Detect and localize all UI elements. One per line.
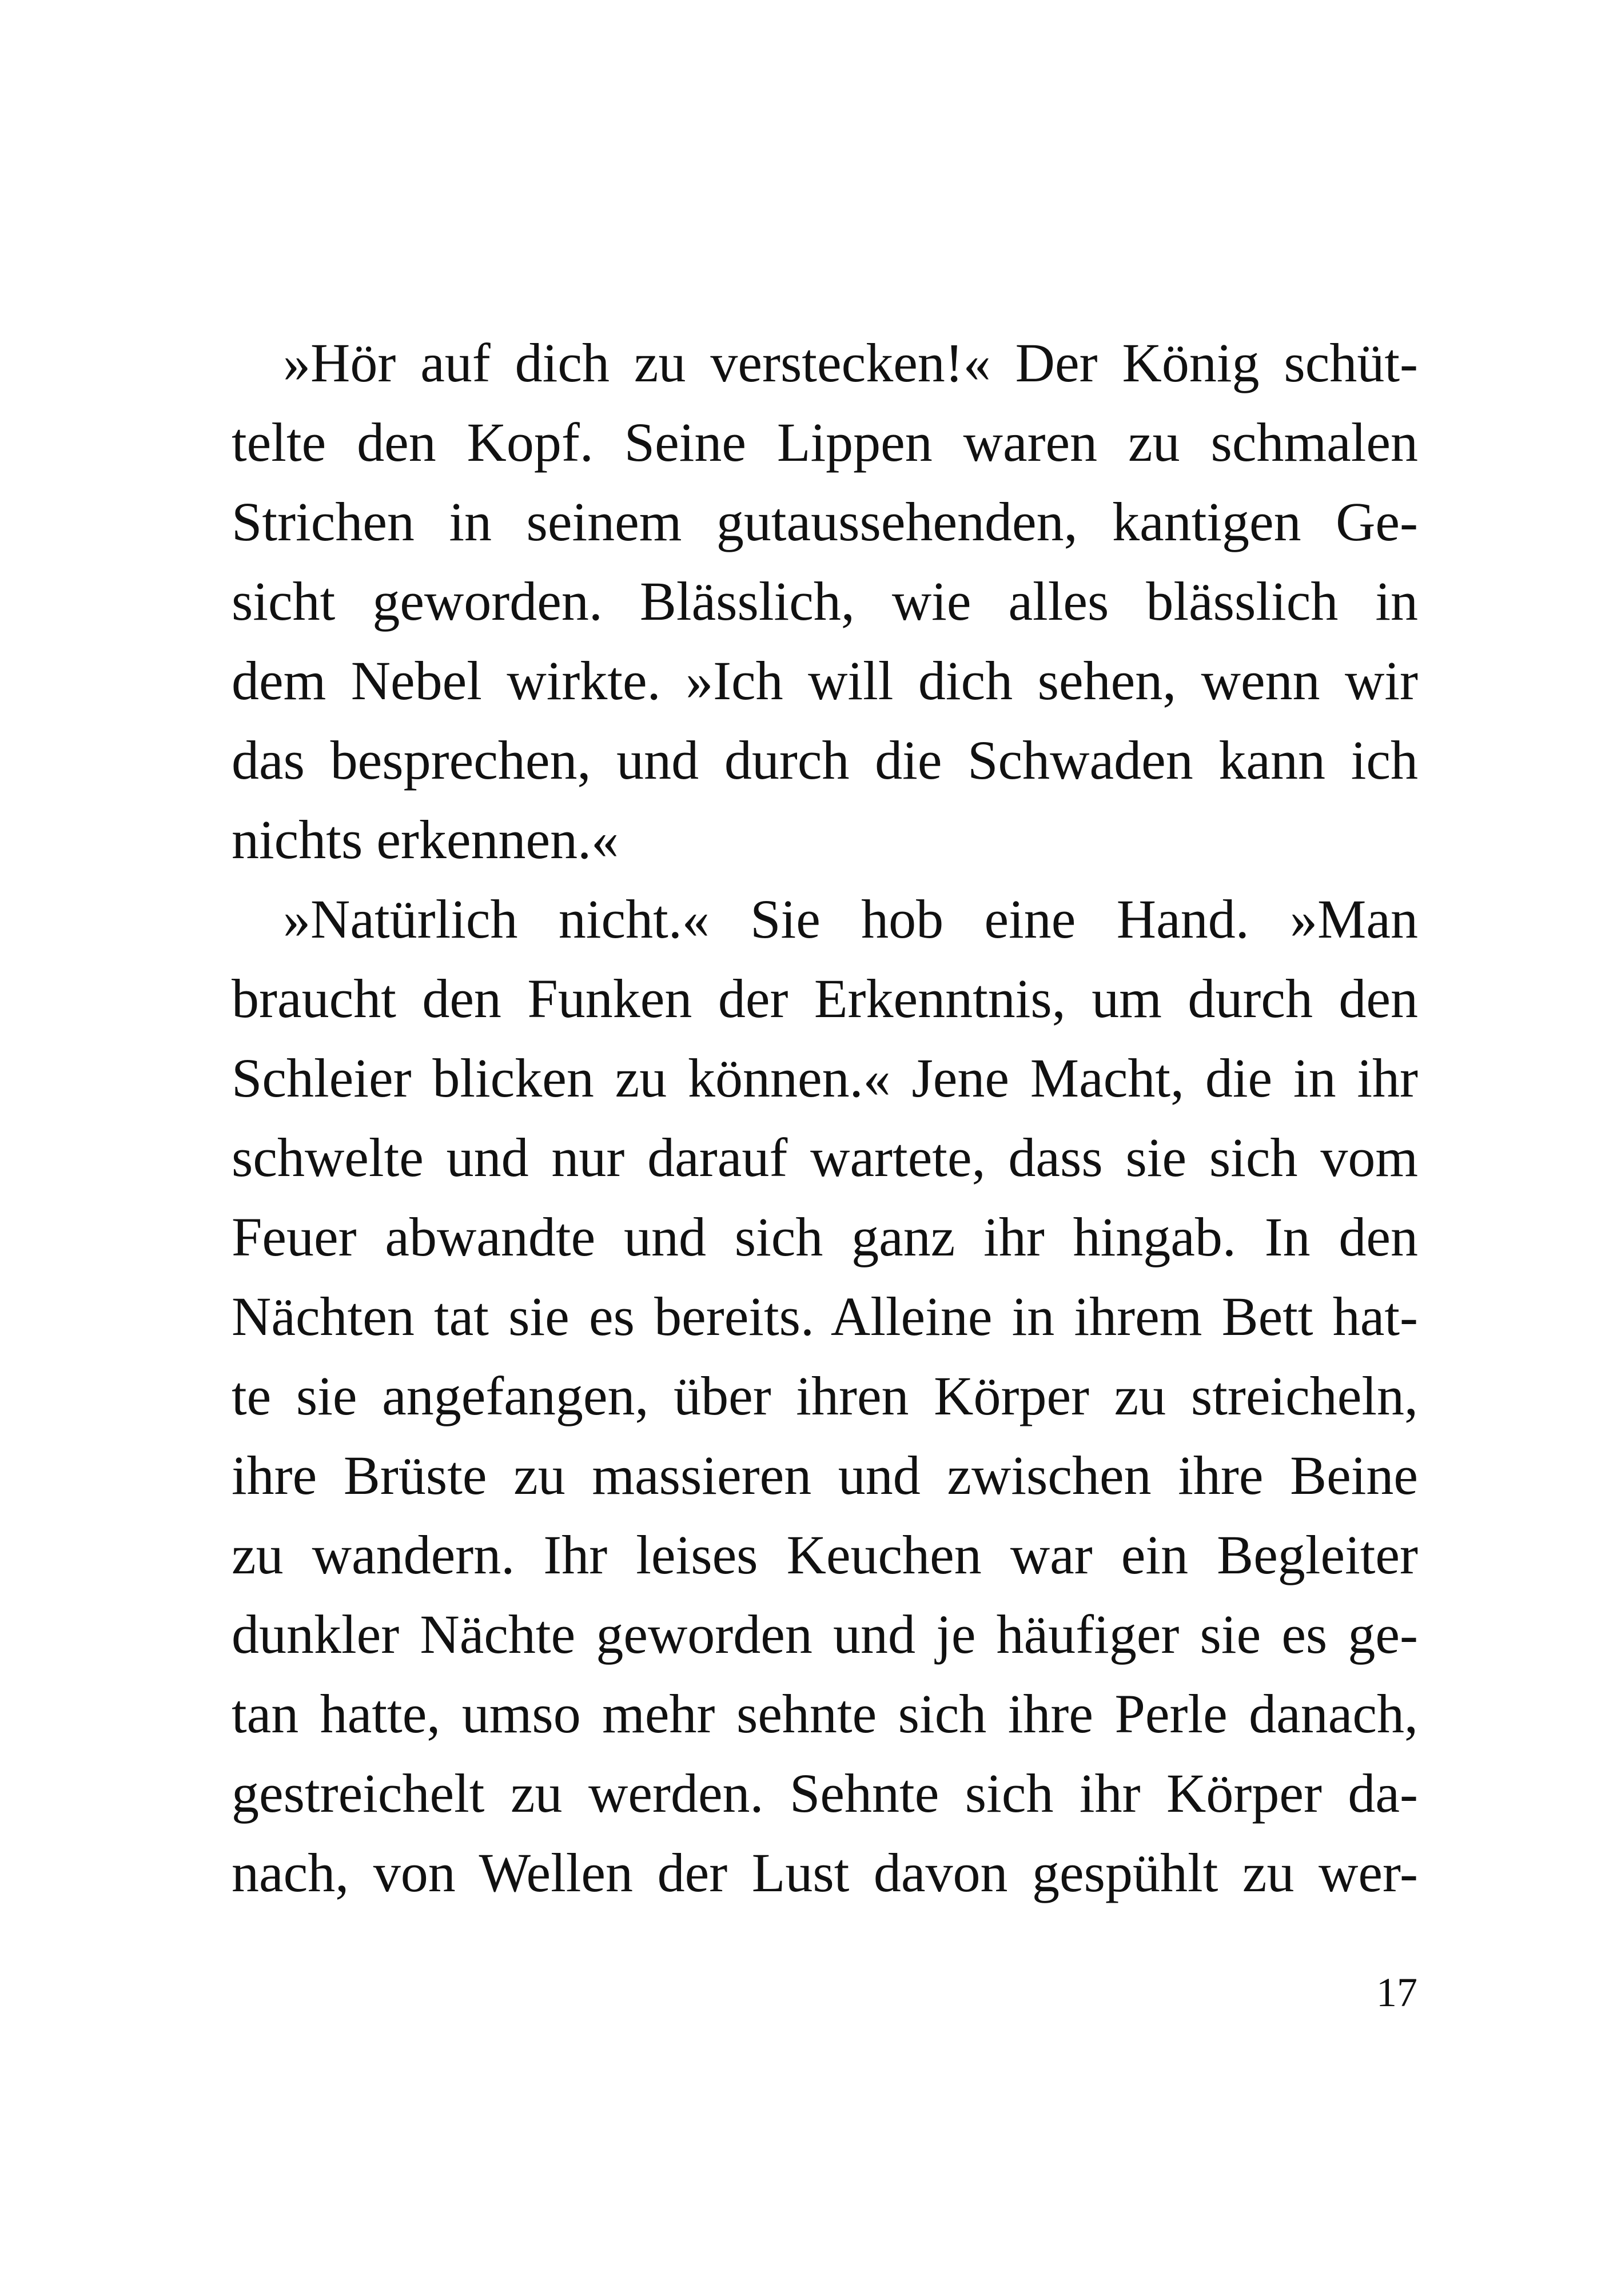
text-line: dunkler Nächte geworden und je häufiger sie es ge- <box>232 1604 1418 1665</box>
text-line: Feuer abwandte und sich ganz ihr hingab. In den <box>232 1206 1418 1267</box>
text-line: braucht den Funken der Erkenntnis, um durch den <box>232 968 1418 1029</box>
body-text <box>232 323 1418 1912</box>
text-line: »Natürlich nicht.« Sie hob eine Hand. »Man <box>283 888 1418 950</box>
text-line: sicht geworden. Blässlich, wie alles blässlich in <box>232 571 1418 632</box>
text-line: Nächten tat sie es bereits. Alleine in ihrem Bett hat- <box>232 1286 1418 1347</box>
text-line: tan hatte, umso mehr sehnte sich ihre Perle danach, <box>232 1683 1418 1744</box>
text-line: schwelte und nur darauf wartete, dass sie sich vom <box>232 1127 1418 1188</box>
text-line: zu wandern. Ihr leises Keuchen war ein Begleiter <box>232 1524 1418 1585</box>
paragraph-1 <box>232 323 1418 879</box>
paragraph-2 <box>232 879 1418 1912</box>
text-line: nichts erkennen.« <box>232 809 619 870</box>
text-line: Strichen in seinem gutaussehenden, kantigen Ge- <box>232 491 1418 552</box>
text-line: dem Nebel wirkte. »Ich will dich sehen, wenn wir <box>232 650 1418 711</box>
text-line: te sie angefangen, über ihren Körper zu streicheln, <box>232 1365 1418 1426</box>
text-line: das besprechen, und durch die Schwaden kann ich <box>232 730 1418 791</box>
text-line: Schleier blicken zu können.« Jene Macht, die in ihr <box>232 1047 1418 1109</box>
text-line: nach, von Wellen der Lust davon gespühlt zu wer- <box>232 1842 1418 1903</box>
page-number: 17 <box>1376 1970 1417 2015</box>
text-line: gestreichelt zu werden. Sehnte sich ihr Körper da- <box>232 1763 1418 1824</box>
text-line: telte den Kopf. Seine Lippen waren zu schmalen <box>232 412 1418 473</box>
text-line: »Hör auf dich zu verstecken!« Der König schüt- <box>283 332 1418 393</box>
text-line: ihre Brüste zu massieren und zwischen ihre Beine <box>232 1445 1418 1506</box>
